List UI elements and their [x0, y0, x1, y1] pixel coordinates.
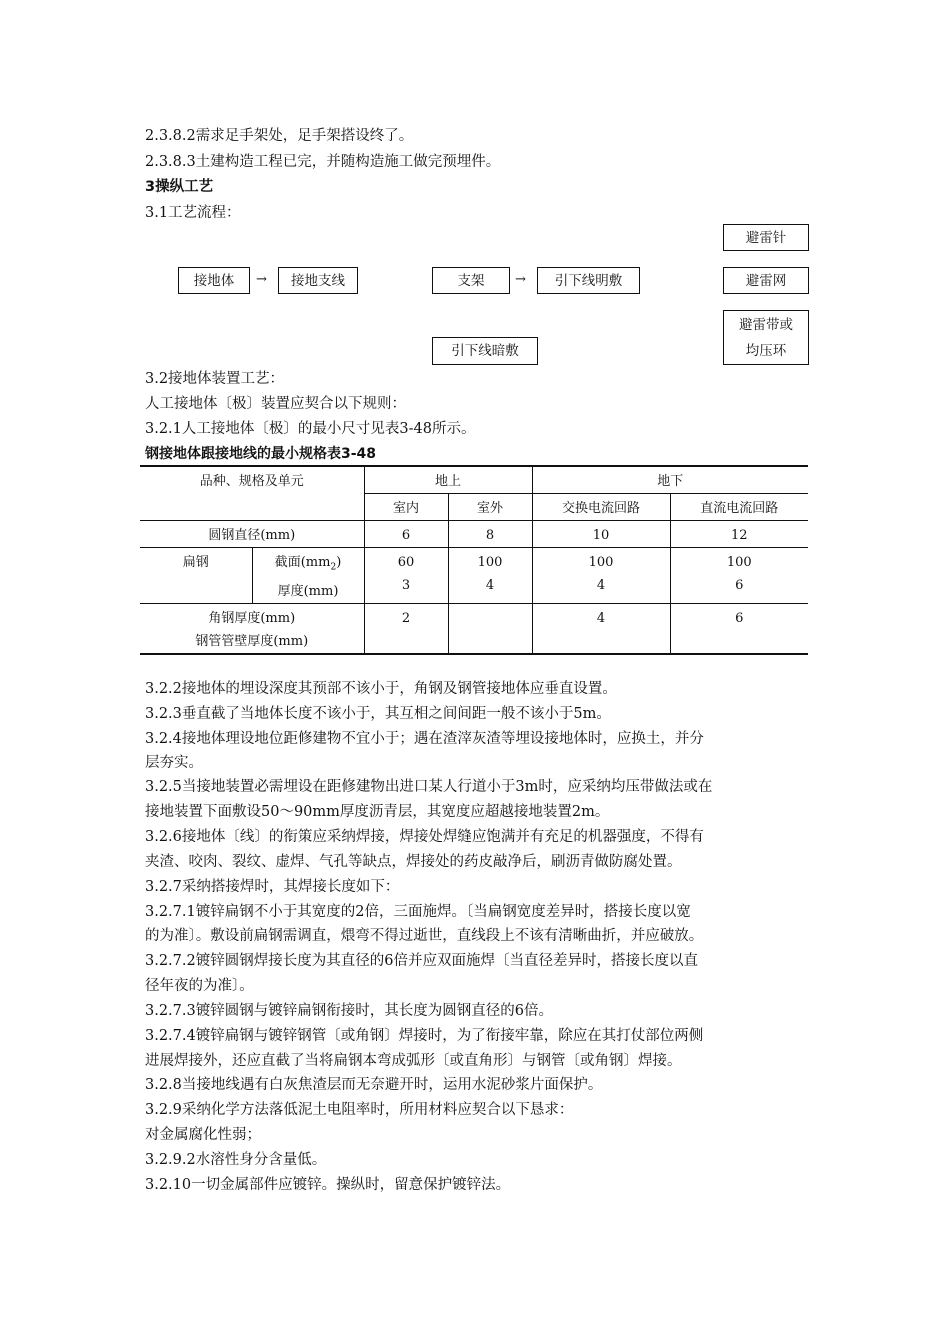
para-3-2-1: 3.2.1人工接地体〔极〕的最小尺寸见表3-48所示。	[145, 421, 476, 437]
body-line: 3.2.9采纳化学方法落低泥土电阻率时，所用材料应契合以下恳求：	[145, 1102, 574, 1118]
para-2-3-8-3: 2.3.8.3土建构造工程已完，并随构造施工做完预埋件。	[145, 154, 501, 170]
table-cell: 100 6	[670, 548, 808, 604]
spec-table	[140, 465, 808, 655]
body-line: 3.2.3垂直截了当地体长度不该小于，其互相之间间距一般不该小于5m。	[145, 706, 611, 722]
body-line: 径年夜的为准〕。	[145, 978, 254, 994]
body-line: 3.2.7.3镀锌圆钢与镀锌扁钢衔接时，其长度为圆钢直径的6倍。	[145, 1003, 553, 1019]
flow-box-bracket: 支架	[432, 267, 510, 294]
heading-3-1: 3.1工艺流程：	[145, 205, 241, 221]
flow-arrow-1: →	[256, 272, 267, 287]
body-line: 3.2.7.2镀锌圆钢焊接长度为其直径的6倍并应双面施焊〔当直径差异时，搭接长度以直	[145, 953, 698, 969]
flow-arrow-2: →	[515, 272, 526, 287]
header-ac-circuit: 交换电流回路	[532, 494, 670, 521]
header-outdoor: 室外	[448, 494, 532, 521]
body-line: 3.2.10一切金属部件应镀锌。操纵时，留意保护镀锌法。	[145, 1177, 511, 1193]
table-cell: 100 4	[448, 548, 532, 604]
row-label-round-steel: 圆钢直径(mm)	[140, 521, 364, 548]
row-sublabels-flat-steel: 截面$(mm_2)$ 厚度(mm)	[252, 548, 364, 604]
table-row	[140, 548, 808, 604]
row-label-flat-steel: 扁钢	[140, 548, 252, 604]
body-line: 接地装置下面敷设50～90mm厚度沥青层，其宽度应超越接地装置2m。	[145, 804, 610, 820]
header-below-ground: 地下	[532, 466, 808, 494]
body-line: 对金属腐化性弱；	[145, 1127, 261, 1143]
body-line: 进展焊接外，还应直截了当将扁钢本弯成弧形〔或直角形〕与钢管〔或角钢〕焊接。	[145, 1053, 682, 1069]
table-cell: 10	[532, 521, 670, 548]
body-line: 3.2.5当接地装置必需埋设在距修建物出进口某人行道小于3m时，应采纳均压带做法或在	[145, 779, 713, 795]
flow-box-exposed-downlead: 引下线明敷	[537, 267, 640, 294]
table-cell	[448, 603, 532, 654]
body-line: 3.2.7.4镀锌扁钢与镀锌钢管〔或角钢〕焊接时，为了衔接牢靠，除应在其打仗部位两侧	[145, 1028, 704, 1044]
header-dc-circuit: 直流电流回路	[670, 494, 808, 521]
table-row	[140, 521, 808, 548]
section-heading-3: 3操纵工艺	[145, 179, 214, 195]
body-line: 的为准〕。敷设前扁钢需调直，煨弯不得过逝世，直线段上不该有清晰曲折，并应破放。	[145, 928, 704, 944]
body-line: 层夯实。	[145, 755, 203, 771]
flow-box-lightning-rod: 避雷针	[723, 224, 809, 251]
body-line: 夹渣、咬肉、裂纹、虚焊、气孔等缺点，焊接处的药皮敲净后，刷沥青做防腐处置。	[145, 854, 682, 870]
table-cell: 60 3	[364, 548, 448, 604]
para-rules-intro: 人工接地体〔极〕装置应契合以下规则：	[145, 396, 406, 412]
body-line: 3.2.7采纳搭接焊时，其焊接长度如下：	[145, 879, 400, 895]
table-cell: 6	[364, 521, 448, 548]
header-above-ground: 地上	[364, 466, 532, 494]
flow-box-lightning-strip: 避雷带或 均压环	[723, 310, 809, 365]
flow-box-grounding-branch: 接地支线	[278, 267, 358, 294]
body-line: 3.2.9.2水溶性身分含量低。	[145, 1152, 327, 1168]
body-line: 3.2.2接地体的埋设深度其预部不该小于，角钢及钢管接地体应垂直设置。	[145, 681, 617, 697]
flow-box-grounding-body: 接地体	[178, 267, 250, 294]
table-cell: 2	[364, 603, 448, 654]
header-indoor: 室内	[364, 494, 448, 521]
table-caption: 钢接地体跟接地线的最小规格表3-48	[145, 446, 377, 462]
header-item: 品种、规格及单元	[140, 466, 364, 521]
table-row	[140, 603, 808, 654]
body-line: 3.2.6接地体〔线〕的衔策应采纳焊接，焊接处焊缝应饱满并有充足的机器强度，不得有	[145, 829, 704, 845]
body-line: 3.2.7.1镀锌扁钢不小于其宽度的2倍，三面施焊。〔当扁钢宽度差异时，搭接长度以宽	[145, 904, 691, 920]
table-cell: 8	[448, 521, 532, 548]
row-label-angle-pipe: 角钢厚度(mm) 钢管管壁厚度(mm)	[140, 603, 364, 654]
para-2-3-8-2: 2.3.8.2需求足手架处，足手架搭设终了。	[145, 128, 414, 144]
table-cell: 4	[532, 603, 670, 654]
flow-box-concealed-downlead: 引下线暗敷	[432, 337, 538, 365]
flow-box-lightning-net: 避雷网	[723, 267, 809, 294]
table-cell: 100 4	[532, 548, 670, 604]
table-cell: 12	[670, 521, 808, 548]
body-line: 3.2.8当接地线遇有白灰焦渣层而无奈避开时，运用水泥砂浆片面保护。	[145, 1077, 603, 1093]
table-cell: 6	[670, 603, 808, 654]
heading-3-2: 3.2接地体装置工艺：	[145, 371, 285, 387]
body-line: 3.2.4接地体理设地位距修建物不宜小于；遇在渣滓灰渣等埋设接地体时，应换土，并分	[145, 731, 704, 747]
